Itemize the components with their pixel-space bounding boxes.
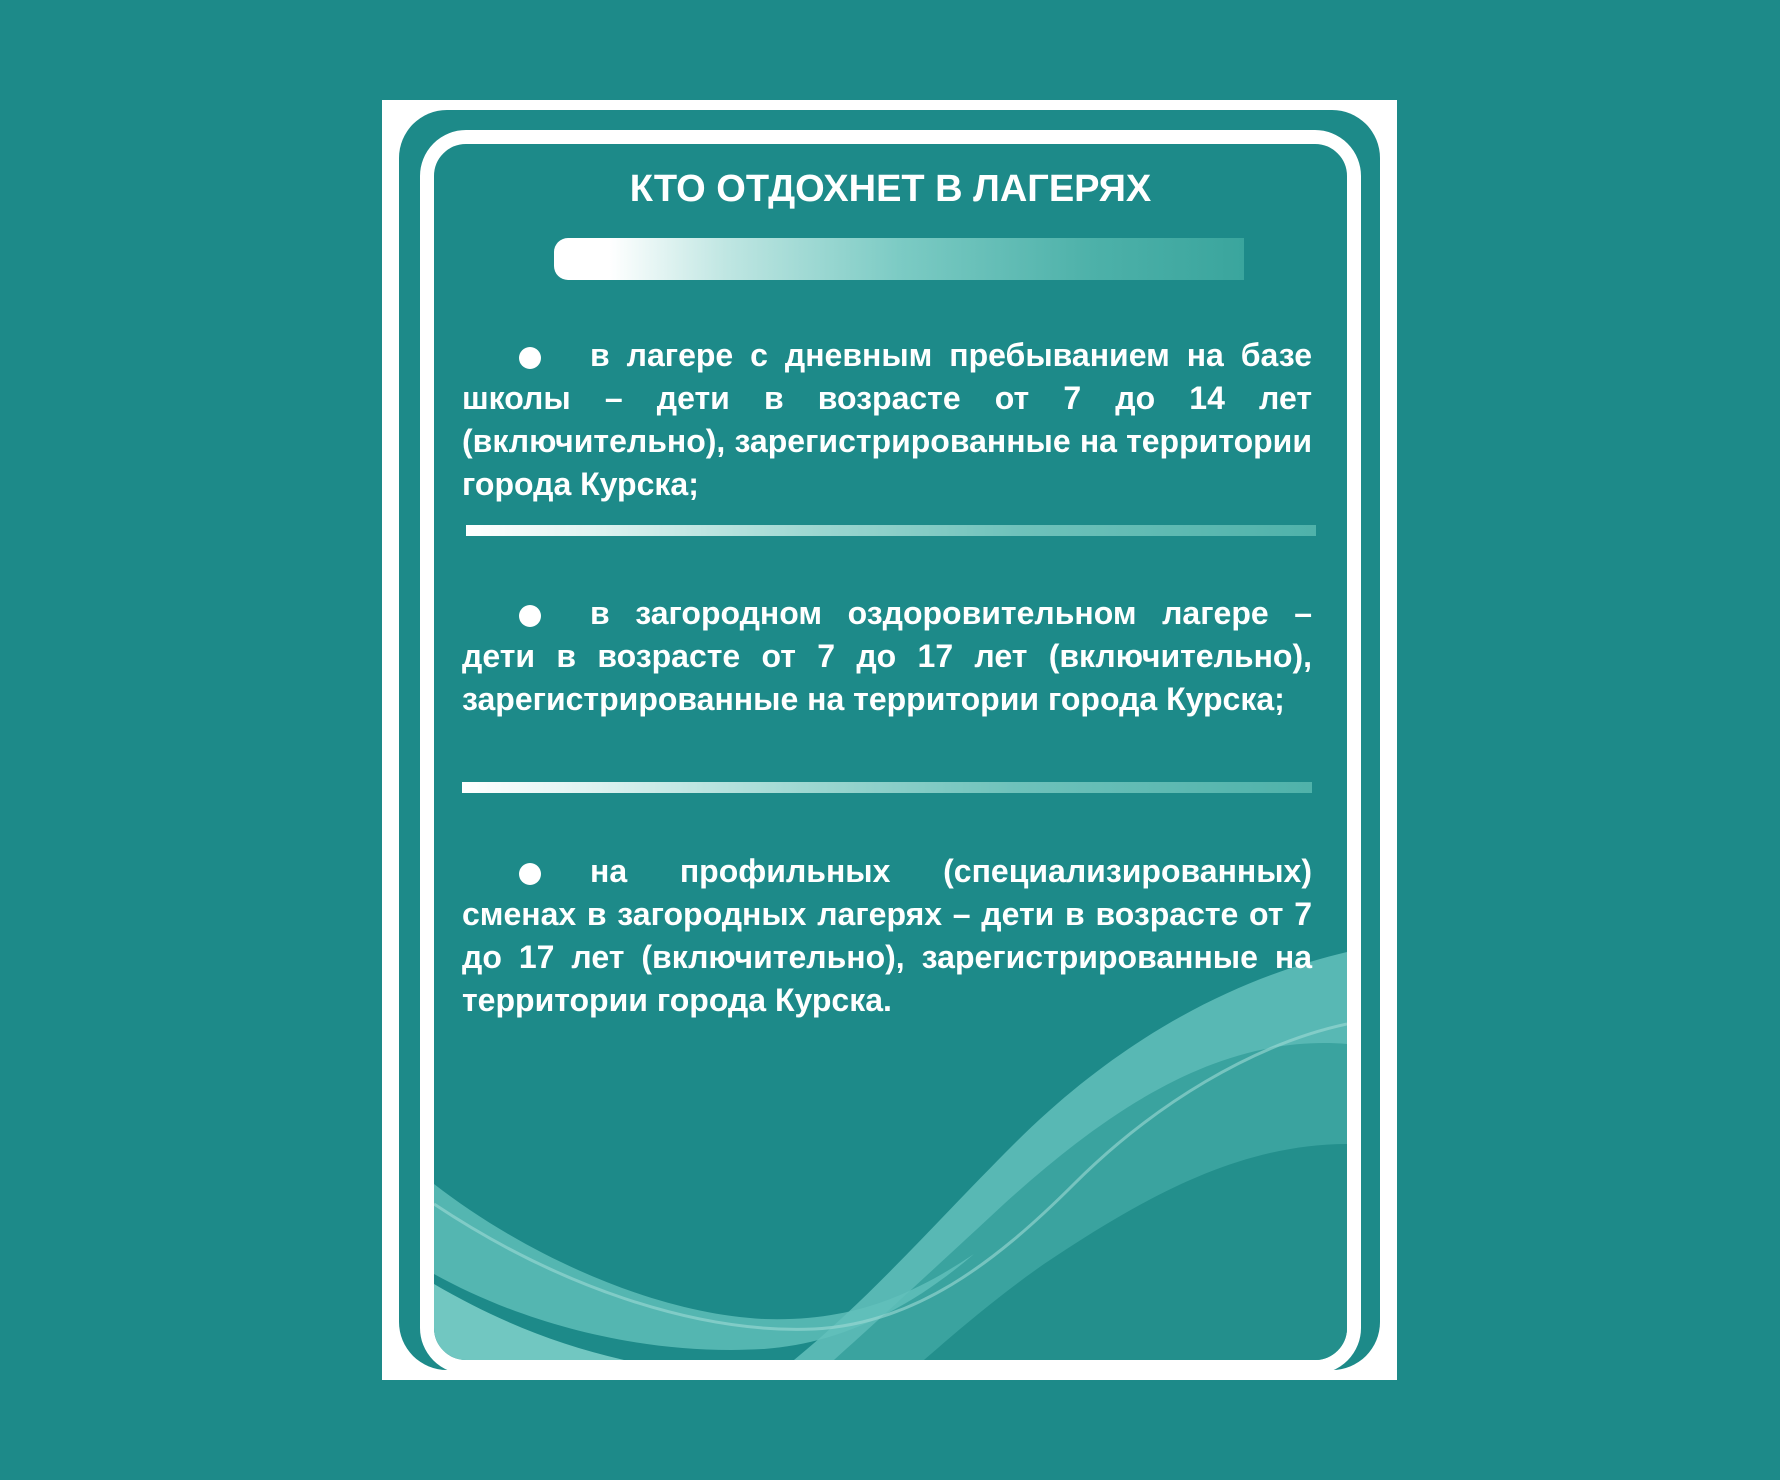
divider-2	[462, 782, 1312, 793]
poster	[382, 100, 1397, 1380]
item-country-camp: в загородном оздоровительном лагере – дети в возрасте от 7 до 17 лет (включительно), зарегистрированные на территории города Курска;	[462, 595, 1312, 717]
outer-frame	[399, 110, 1380, 1370]
poster-title: КТО ОТДОХНЕТ В ЛАГЕРЯХ	[629, 168, 1152, 210]
title-gradient-bar	[554, 238, 1244, 280]
content	[434, 144, 1347, 1360]
inner-frame	[420, 130, 1361, 1374]
item-day-camp: в лагере с дневным пребыванием на базе школы – дети в возрасте от 7 до 14 лет (включительно), зарегистрированные на территории города Курска;	[462, 337, 1312, 502]
item-profile-shifts: на профильных (специализированных) сменах в загородных лагерях – дети в возрасте от 7 до 17 лет (включительно), зарегистрированные на территории города Курска.	[462, 853, 1312, 1018]
divider-1	[466, 525, 1316, 536]
